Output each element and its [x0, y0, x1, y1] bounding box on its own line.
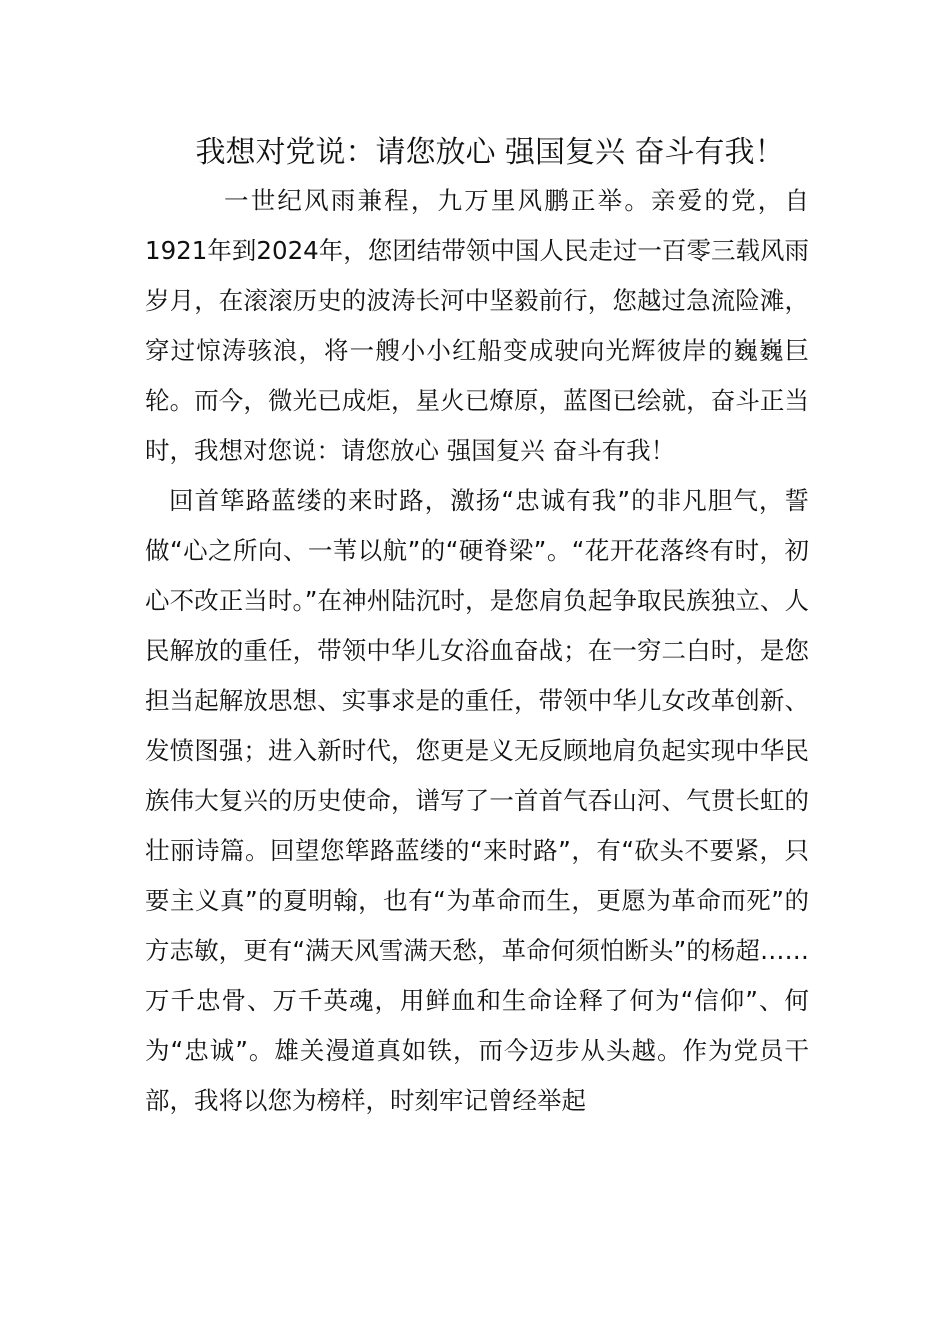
paragraph: 一世纪风雨兼程，九万里风鹏正举。亲爱的党，自1921年到2024年，您团结带领中国人民走过一百零三载风雨岁月，在滚滚历史的波涛长河中坚毅前行，您越过急流险滩，穿过惊涛骇浪，将一艘小小红船变成驶向光辉彼岸的巍巍巨轮。而今，微光已成炬，星火已燎原，蓝图已绘就，奋斗正当时，我想对您说：请您放心 强国复兴 奋斗有我！: [145, 186, 809, 465]
document-body: [145, 176, 809, 1126]
document-title: 我想对党说：请您放心 强国复兴 奋斗有我！: [195, 135, 785, 170]
paragraph: 回首筚路蓝缕的来时路，激扬“忠诚有我”的非凡胆气，誓做“心之所向、一苇以航”的“硬脊梁”。“花开花落终有时，初心不改正当时。”在神州陆沉时，是您肩负起争取民族独立、人民解放的重任，带领中华儿女浴血奋战；在一穷二白时，是您担当起解放思想、实事求是的重任，带领中华儿女改革创新、发愤图强；进入新时代，您更是义无反顾地肩负起实现中华民族伟大复兴的历史使命，谱写了一首首气吞山河、气贯长虹的壮丽诗篇。回望您筚路蓝缕的“来时路”，有“砍头不要紧，只要主义真”的夏明翰，也有“为革命而生，更愿为革命而死”的方志敏，更有“满天风雪满天愁，革命何须怕断头”的杨超……万千忠骨、万千英魂，用鲜血和生命诠释了何为“信仰”、何为“忠诚”。雄关漫道真如铁，而今迈步从头越。作为党员干部，我将以您为榜样，时刻牢记曾经举起: [145, 486, 809, 1115]
